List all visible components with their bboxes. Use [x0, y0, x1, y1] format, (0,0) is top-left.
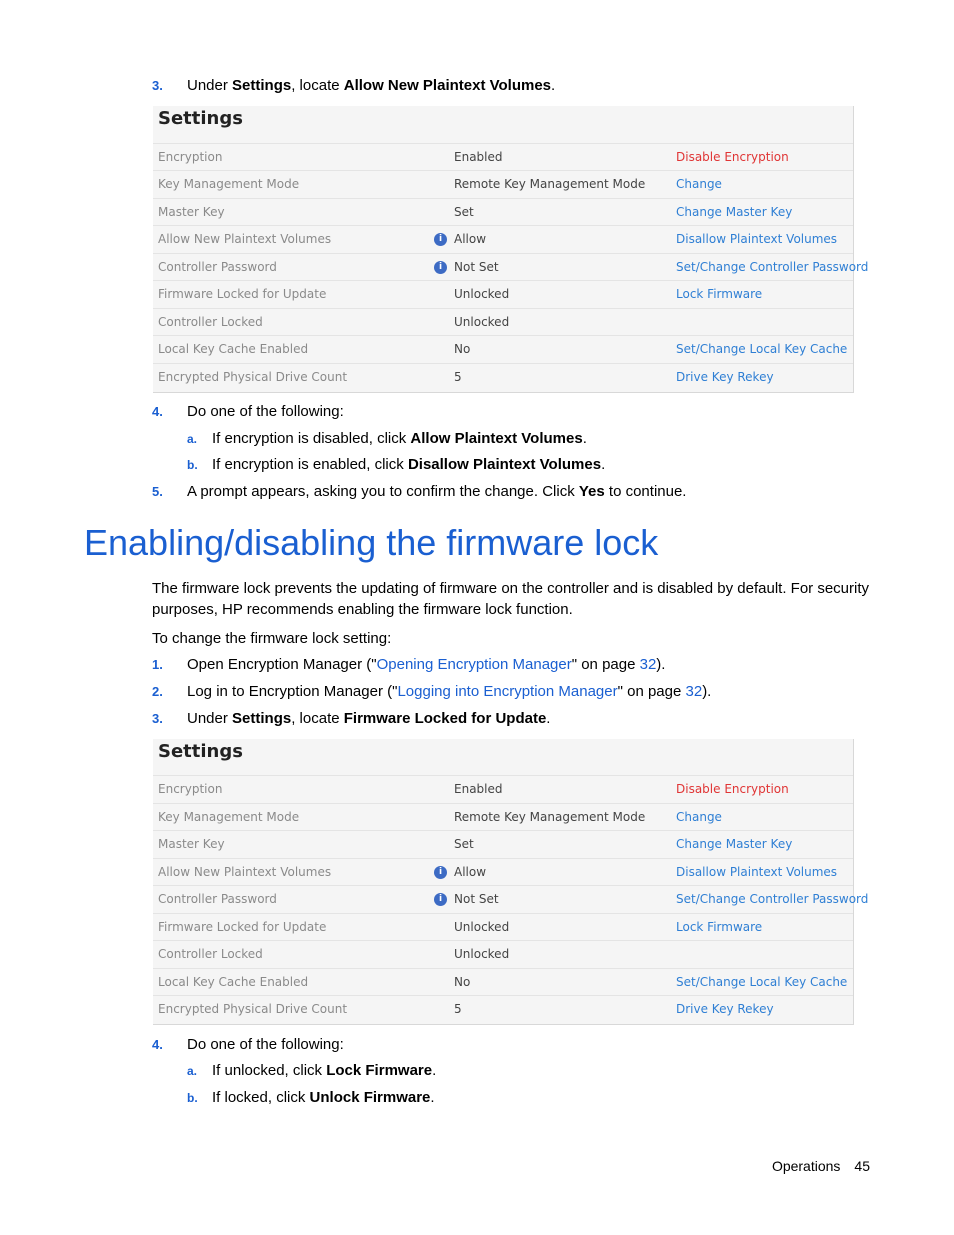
settings-row-local-key-cache: [153, 335, 853, 363]
step-number: 3.: [152, 78, 163, 93]
setting-label: Allow New Plaintext Volumes: [158, 232, 332, 246]
substep-letter: b.: [187, 1091, 198, 1105]
step-number: 1.: [152, 657, 163, 672]
info-icon[interactable]: i: [434, 893, 447, 906]
substep-text: If unlocked, click Lock Firmware.: [212, 1062, 437, 1079]
step-text: Log in to Encryption Manager ("Logging into Encryption Manager" on page 32).: [187, 683, 712, 700]
settings-row-allow-plaintext: [153, 858, 853, 886]
settings-row-local-key-cache: [153, 968, 853, 996]
settings-panel-2: [153, 739, 869, 1025]
change-link[interactable]: Change: [676, 810, 722, 824]
setting-value: 5: [454, 1002, 462, 1016]
opening-encryption-manager-link[interactable]: Opening Encryption Manager: [376, 656, 572, 673]
drive-key-rekey-link[interactable]: Drive Key Rekey: [676, 1002, 774, 1016]
step-number: 2.: [152, 684, 163, 699]
setting-label: Master Key: [158, 837, 225, 851]
step-number: 3.: [152, 711, 163, 726]
change-master-key-link[interactable]: Change Master Key: [676, 205, 793, 219]
setting-label: Local Key Cache Enabled: [158, 975, 309, 989]
settings-row-controller-locked: [153, 940, 853, 968]
setting-value: Remote Key Management Mode: [454, 810, 646, 824]
setting-value: 5: [454, 370, 462, 384]
substep-text: If encryption is enabled, click Disallow Plaintext Volumes.: [212, 456, 606, 473]
section-heading: Enabling/disabling the firmware lock: [84, 522, 659, 563]
setting-value: No: [454, 342, 471, 356]
setting-value: Remote Key Management Mode: [454, 177, 646, 191]
setting-label: Key Management Mode: [158, 810, 300, 824]
settings-row-master-key: [153, 830, 853, 858]
setting-label: Local Key Cache Enabled: [158, 342, 309, 356]
setting-value: Enabled: [454, 150, 503, 164]
settings-row-drive-count: [153, 363, 853, 391]
setting-label: Encrypted Physical Drive Count: [158, 370, 348, 384]
settings-title: Settings: [158, 108, 243, 129]
setting-label: Key Management Mode: [158, 177, 300, 191]
intro-paragraph: The firmware lock prevents the updating of firmware on the controller and is disabled by default. For security purposes, HP recommends enabling the firmware lock function.: [152, 580, 870, 618]
step-text: Under Settings, locate Allow New Plaintext Volumes.: [187, 77, 556, 94]
settings-row-key-management-mode: [153, 803, 853, 831]
setting-value: Set: [454, 837, 474, 851]
settings-row-key-management-mode: [153, 170, 853, 198]
settings-panel-1: [153, 106, 869, 393]
set-change-controller-password-link[interactable]: Set/Change Controller Password: [676, 260, 869, 274]
setting-label: Firmware Locked for Update: [158, 287, 327, 301]
to-change-paragraph: To change the firmware lock setting:: [152, 630, 392, 647]
setting-value: Allow: [454, 232, 487, 246]
disable-encryption-link[interactable]: Disable Encryption: [676, 782, 789, 796]
setting-label: Firmware Locked for Update: [158, 920, 327, 934]
setting-label: Controller Locked: [158, 947, 263, 961]
settings-title: Settings: [158, 741, 243, 762]
set-change-local-key-cache-link[interactable]: Set/Change Local Key Cache: [676, 342, 848, 356]
info-icon[interactable]: i: [434, 233, 447, 246]
page-link[interactable]: 32: [639, 656, 657, 673]
setting-value: Unlocked: [454, 315, 510, 329]
substep-text: If locked, click Unlock Firmware.: [212, 1089, 435, 1106]
settings-row-controller-password: [153, 253, 869, 281]
settings-row-controller-locked: [153, 308, 853, 336]
setting-value: Enabled: [454, 782, 503, 796]
step-number: 4.: [152, 404, 163, 419]
setting-value: Unlocked: [454, 920, 510, 934]
page-footer: [772, 1158, 870, 1174]
setting-value: No: [454, 975, 471, 989]
setting-label: Encrypted Physical Drive Count: [158, 1002, 348, 1016]
setting-value: Unlocked: [454, 287, 510, 301]
page-link[interactable]: 32: [685, 683, 703, 700]
step-text: Open Encryption Manager ("Opening Encryption Manager" on page 32).: [187, 656, 666, 673]
substep-text: If encryption is disabled, click Allow Plaintext Volumes.: [212, 430, 587, 447]
setting-label: Controller Locked: [158, 315, 263, 329]
disallow-plaintext-volumes-link[interactable]: Disallow Plaintext Volumes: [676, 232, 838, 246]
substep-letter: b.: [187, 458, 198, 472]
drive-key-rekey-link[interactable]: Drive Key Rekey: [676, 370, 774, 384]
setting-label: Encryption: [158, 782, 223, 796]
setting-value: Not Set: [454, 260, 499, 274]
settings-row-firmware-locked: [153, 913, 853, 941]
info-icon[interactable]: i: [434, 866, 447, 879]
setting-value: Not Set: [454, 892, 499, 906]
lock-firmware-link[interactable]: Lock Firmware: [676, 920, 763, 934]
setting-value: Unlocked: [454, 947, 510, 961]
footer-section: Operations: [771, 1158, 841, 1174]
info-icon[interactable]: i: [434, 261, 447, 274]
substep-letter: a.: [187, 1064, 198, 1078]
setting-label: Controller Password: [158, 260, 277, 274]
change-master-key-link[interactable]: Change Master Key: [676, 837, 793, 851]
step-text: Under Settings, locate Firmware Locked for Update.: [187, 710, 551, 727]
settings-row-firmware-locked: [153, 280, 853, 308]
setting-value: Set: [454, 205, 474, 219]
setting-label: Encryption: [158, 150, 223, 164]
page-number: 45: [854, 1158, 870, 1174]
setting-label: Allow New Plaintext Volumes: [158, 865, 332, 879]
settings-row-allow-plaintext: [153, 225, 853, 253]
logging-into-encryption-manager-link[interactable]: Logging into Encryption Manager: [397, 683, 618, 700]
set-change-local-key-cache-link[interactable]: Set/Change Local Key Cache: [676, 975, 848, 989]
setting-label: Controller Password: [158, 892, 277, 906]
step-text: A prompt appears, asking you to confirm the change. Click Yes to continue.: [187, 483, 687, 500]
set-change-controller-password-link[interactable]: Set/Change Controller Password: [676, 892, 869, 906]
change-link[interactable]: Change: [676, 177, 722, 191]
substep-letter: a.: [187, 432, 198, 446]
settings-row-encryption: [153, 775, 853, 803]
step-text: Do one of the following:: [187, 403, 344, 420]
settings-row-encryption: [153, 143, 853, 171]
disable-encryption-link[interactable]: Disable Encryption: [676, 150, 789, 164]
step-text: Do one of the following:: [187, 1036, 344, 1053]
disallow-plaintext-volumes-link[interactable]: Disallow Plaintext Volumes: [676, 865, 838, 879]
setting-value: Allow: [454, 865, 487, 879]
lock-firmware-link[interactable]: Lock Firmware: [676, 287, 763, 301]
setting-label: Master Key: [158, 205, 225, 219]
step-number: 4.: [152, 1037, 163, 1052]
settings-row-master-key: [153, 198, 853, 226]
settings-row-controller-password: [153, 885, 869, 913]
settings-row-drive-count: [153, 995, 853, 1023]
step-number: 5.: [152, 484, 163, 499]
